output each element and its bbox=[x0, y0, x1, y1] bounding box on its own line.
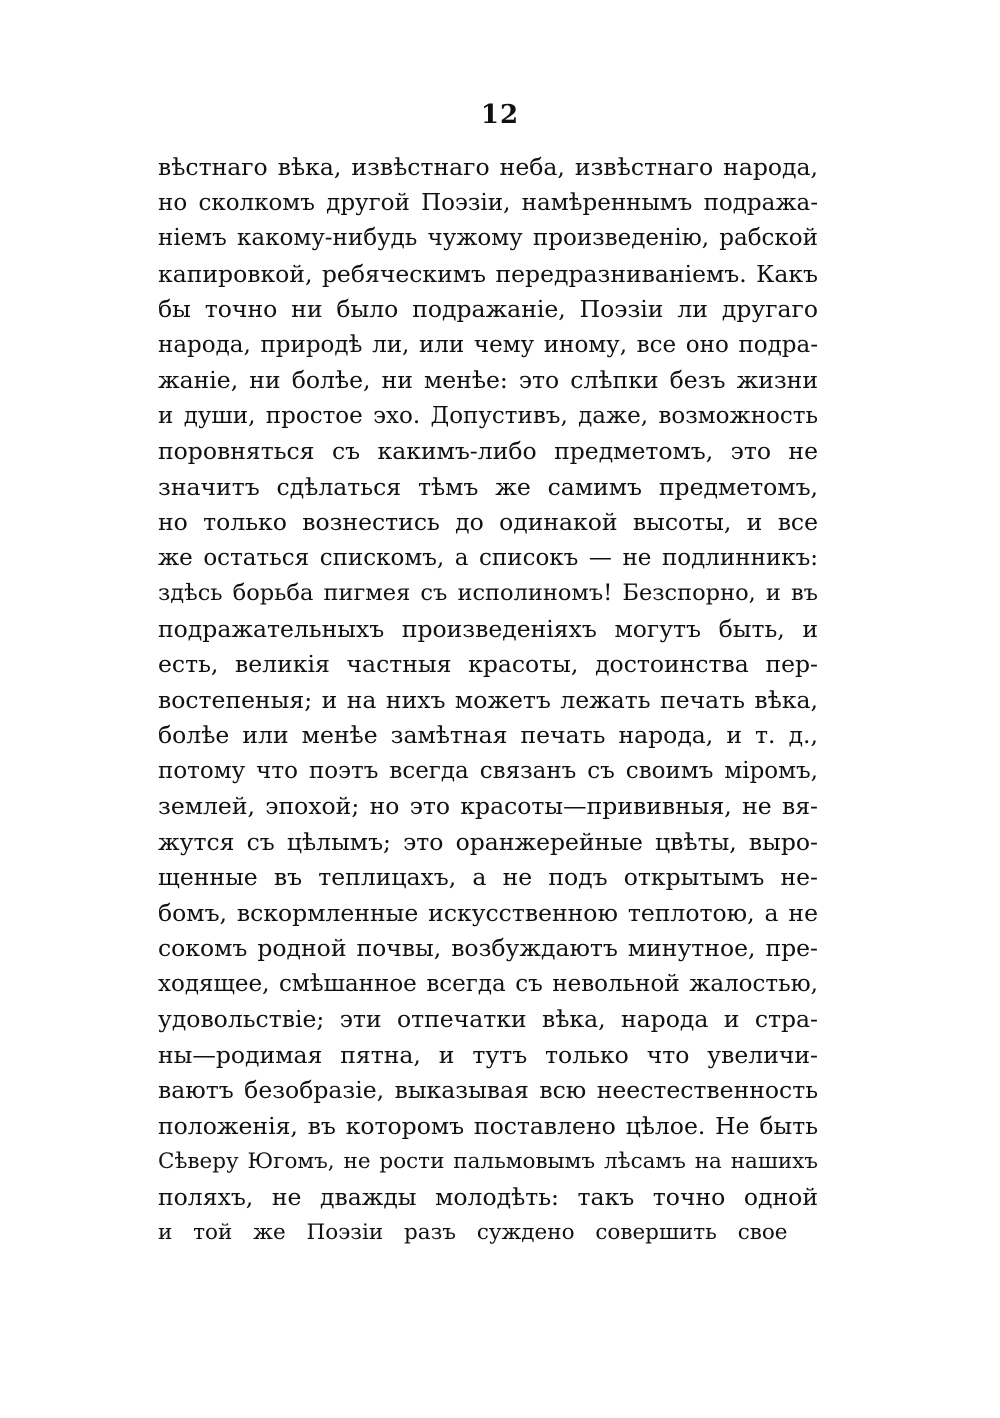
text-line: бы точно ни было подражаніе, Поэзіи ли другаго bbox=[158, 295, 818, 323]
text-line: востепеныя; и на нихъ можетъ лежать печать вѣка, bbox=[158, 685, 818, 714]
text-line: поляхъ, не дважды молодѣть: такъ точно одной bbox=[158, 1182, 818, 1211]
text-line-last: и той же Поэзіи разъ суждено совершить свое bbox=[158, 1220, 788, 1245]
text-line: потому что поэтъ всегда связанъ съ своимъ міромъ, bbox=[158, 757, 818, 784]
text-line: удовольствіе; эти отпечатки вѣка, народа и стра- bbox=[158, 1005, 818, 1033]
text-line: но сколкомъ другой Поэзіи, намѣреннымъ подража- bbox=[158, 189, 818, 216]
text-line: Сѣверу Югомъ, не рости пальмовымъ лѣсамъ на нашихъ bbox=[158, 1149, 818, 1174]
text-line: и души, простое эхо. Допуcтивъ, даже, возможность bbox=[158, 402, 818, 429]
text-line: болѣе или менѣе замѣтная печать народа, и т. д., bbox=[158, 721, 818, 749]
text-line: жутся съ цѣлымъ; это оранжерейные цвѣты, выро- bbox=[158, 827, 818, 856]
text-line: сокомъ родной почвы, возбуждаютъ минутное, пре- bbox=[158, 934, 818, 962]
text-line: положенія, въ которомъ поставлено цѣлое. Не быть bbox=[158, 1111, 818, 1140]
text-line: поровняться съ какимъ-либо предметомъ, это не bbox=[158, 437, 818, 465]
text-line: жаніе, ни болѣе, ни менѣе: это слѣпки безъ жизни bbox=[158, 366, 818, 394]
text-line: вѣстнаго вѣка, извѣстнаго неба, извѣстнаго народа, bbox=[158, 153, 818, 181]
page-number: 12 bbox=[480, 100, 520, 130]
text-line: капировкой, ребяческимъ передразниваніемъ. Какъ bbox=[158, 259, 818, 288]
body-text bbox=[158, 150, 818, 1251]
text-line: ходящее, смѣшанное всегда съ невольной жалостью, bbox=[158, 970, 818, 997]
text-line: но только вознестись до одинакой высоты, и все bbox=[158, 508, 818, 536]
text-line: подражательныхъ произведеніяхъ могутъ быть, и bbox=[158, 614, 818, 643]
text-line: ны—родимая пятна, и тутъ только что увеличи- bbox=[158, 1040, 818, 1069]
text-line: же остаться спискомъ, а списокъ — не подлинникъ: bbox=[158, 544, 818, 571]
text-line: землей, эпохой; но это красоты—прививныя, не вя- bbox=[158, 792, 818, 820]
text-line: есть, великія частныя красоты, достоинства пер- bbox=[158, 650, 818, 678]
text-line: щенные въ теплицахъ, а не подъ открытымъ не- bbox=[158, 863, 818, 891]
text-line: значитъ сдѣлаться тѣмъ же самимъ предметомъ, bbox=[158, 472, 818, 501]
text-line: народа, природѣ ли, или чему иному, все оно подра- bbox=[158, 331, 818, 358]
text-line: здѣсь борьба пигмея съ исполиномъ! Безспорно, и въ bbox=[158, 580, 818, 606]
text-line: ніемъ какому-нибудь чужому произведенію, рабской bbox=[158, 225, 818, 251]
text-line: бомъ, вскормленные искусственною теплотою, а не bbox=[158, 898, 818, 927]
text-line: ваютъ безобразіе, выказывая всю неестественность bbox=[158, 1076, 818, 1104]
